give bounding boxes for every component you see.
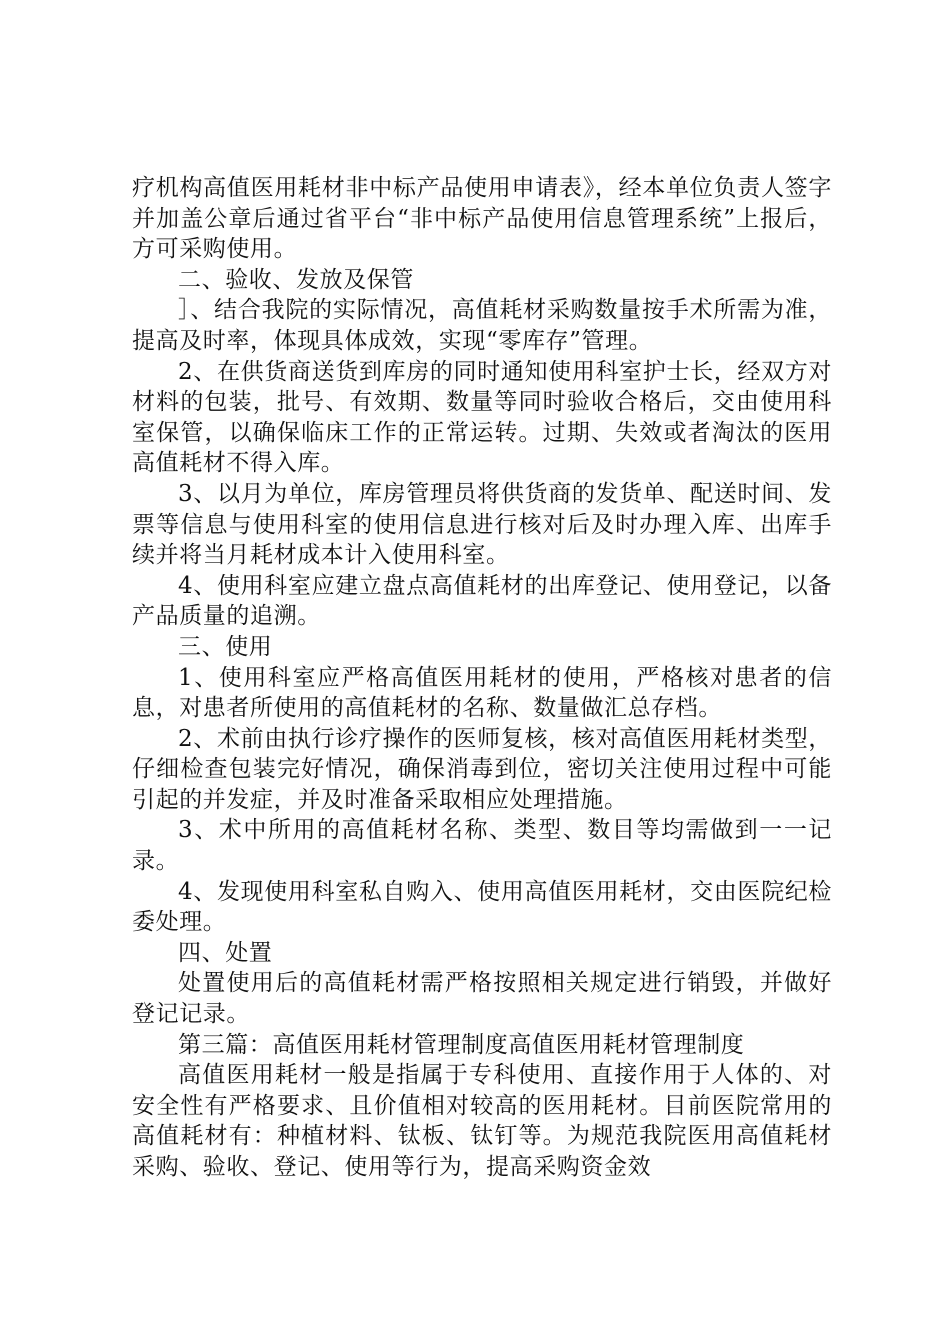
paragraph: 2、术前由执行诊疗操作的医师复核，核对高值医用耗材类型，仔细检查包装完好情况，确保消毒到位，密切关注使用过程中可能引起的并发症，并及时准备采取相应处理措施。 [132,725,832,813]
paragraph: 4、使用科室应建立盘点高值耗材的出库登记、使用登记，以备产品质量的追溯。 [132,572,832,630]
paragraph: 1、使用科室应严格高值医用耗材的使用，严格核对患者的信息，对患者所使用的高值耗材的名称、数量做汇总存档。 [132,664,832,722]
section-heading-usage: 三、使用 [178,633,273,660]
paragraph: 处置使用后的高值耗材需严格按照相关规定进行销毁，并做好登记记录。 [132,970,832,1028]
paragraph: 3、术中所用的高值耗材名称、类型、数目等均需做到一一记录。 [132,817,832,875]
section-heading-disposal: 四、处置 [178,939,273,966]
paragraph: 高值医用耗材一般是指属于专科使用、直接作用于人体的、对安全性有严格要求、且价值相对较高的医用耗材。目前医院常用的高值耗材有：种植材料、钛板、钛钉等。为规范我院医用高值耗材采购、验收、登记、使用等行为，提高采购资金效 [132,1062,832,1180]
paragraph: 3、以月为单位，库房管理员将供货商的发货单、配送时间、发票等信息与使用科室的使用信息进行核对后及时办理入库、出库手续并将当月耗材成本计入使用科室。 [132,480,832,569]
paragraph: 2、在供货商送货到库房的同时通知使用科室护士长，经双方对材料的包装，批号、有效期、数量等同时验收合格后，交由使用科室保管，以确保临床工作的正常运转。过期、失效或者淘汰的医用高值耗材不得入库。 [132,358,832,477]
paragraph: 4、发现使用科室私自购入、使用高值医用耗材，交由医院纪检委处理。 [132,878,832,936]
paragraph-continuation: 疗机构高值医用耗材非中标产品使用申请表》，经本单位负责人签字并加盖公章后通过省平台“非中标产品使用信息管理系统”上报后，方可采购使用。 [132,175,832,263]
section-heading-acceptance: 二、验收、发放及保管 [178,266,414,293]
chapter-heading: 第三篇：高值医用耗材管理制度高值医用耗材管理制度 [178,1031,745,1058]
document-body [132,173,832,1183]
paragraph: ］、结合我院的实际情况，高值耗材采购数量按手术所需为准，提高及时率，体现具体成效，实现“零库存”管理。 [132,297,832,354]
